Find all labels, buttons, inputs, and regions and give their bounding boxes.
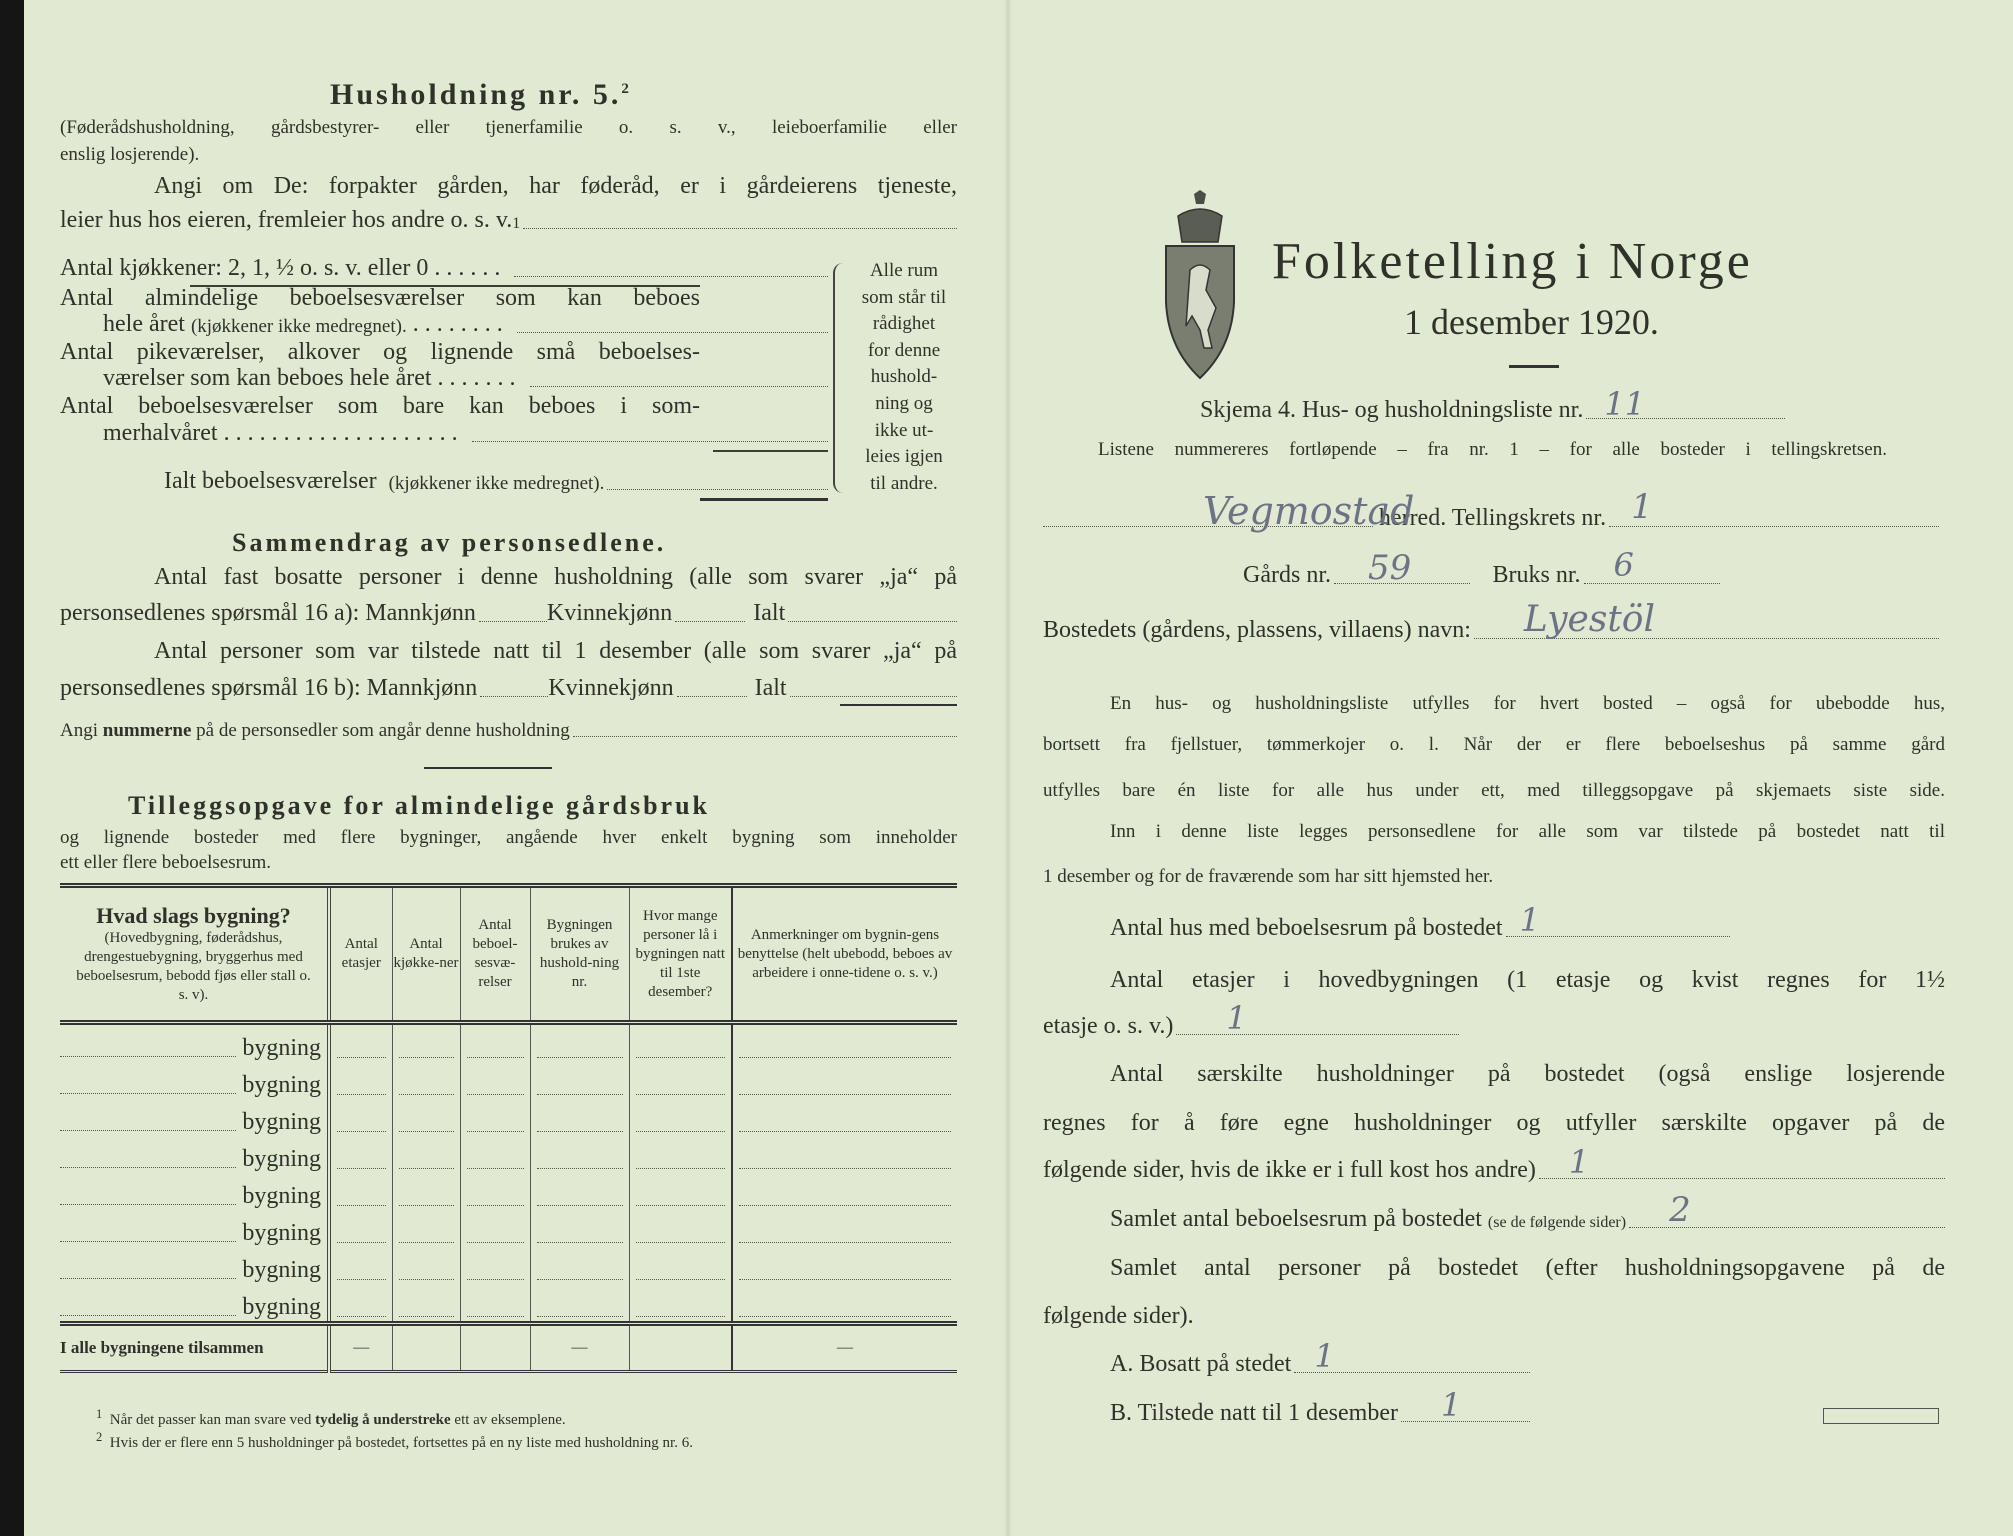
label: Ialt beboelsesværelser [164, 468, 377, 494]
table-cell[interactable] [530, 1099, 629, 1136]
household-intro: (Føderådshusholdning, gårdsbestyrer- eller tjenerfamilie o. s. v., leieboerfamilie eller [60, 117, 957, 138]
b-total-field[interactable] [790, 696, 957, 697]
cell-field[interactable] [337, 1205, 386, 1206]
summary-a-row[interactable] [60, 601, 957, 625]
building-row [60, 1023, 957, 1063]
table-cell[interactable] [329, 1210, 392, 1247]
table-cell[interactable] [392, 1023, 460, 1063]
building-type-cell[interactable] [60, 1210, 329, 1247]
cell-field[interactable] [537, 1168, 623, 1169]
cell-field[interactable] [739, 1316, 951, 1317]
building-label: bygning [242, 1035, 321, 1061]
cell-field[interactable] [537, 1057, 623, 1058]
cell-field[interactable] [337, 1316, 386, 1317]
sum-rule [713, 450, 828, 452]
bosted-value: Lyestöl [1523, 599, 1655, 640]
table-cell[interactable] [530, 1136, 629, 1173]
total-cell[interactable] [392, 1324, 460, 1372]
ordinary-rooms-row[interactable] [103, 312, 828, 336]
bruks-field[interactable] [1584, 546, 1721, 584]
note: (kjøkkener ikke medregnet). [388, 473, 605, 494]
table-cell[interactable] [629, 1136, 732, 1173]
table-cell[interactable] [530, 1210, 629, 1247]
table-cell[interactable] [392, 1062, 460, 1099]
cell-field[interactable] [739, 1094, 951, 1095]
building-row [60, 1136, 957, 1173]
table-cell[interactable] [732, 1173, 957, 1210]
total-cell[interactable] [460, 1324, 530, 1372]
kitchens-row[interactable] [60, 256, 828, 280]
label: personsedlenes spørsmål 16 b): Mannkjønn [60, 675, 478, 701]
table-cell[interactable] [732, 1284, 957, 1324]
gards-row[interactable] [1243, 546, 1720, 588]
total-label: I alle bygningene tilsammen [60, 1324, 329, 1372]
table-cell[interactable] [460, 1136, 530, 1173]
table-cell[interactable] [329, 1023, 392, 1063]
cell-field[interactable] [537, 1094, 623, 1095]
cell-field[interactable] [739, 1168, 951, 1169]
cell-field[interactable] [399, 1279, 454, 1280]
section-rule [424, 767, 552, 769]
label: etasje o. s. v.) [1043, 1013, 1174, 1039]
label: Kvinnekjønn [546, 600, 673, 626]
small-rooms-field[interactable] [530, 386, 828, 387]
form-date: 1 desember 1920. [1404, 302, 1659, 342]
cell-field[interactable] [537, 1279, 623, 1280]
building-label: bygning [242, 1109, 321, 1135]
herred-field[interactable] [1043, 489, 1415, 533]
tellingskrets-field[interactable] [1609, 487, 1939, 527]
houses-row[interactable] [1110, 901, 1730, 941]
instructions-line: Inn i denne liste legges personsedlene for alle som var tilstede på bostedet natt til [1110, 821, 1945, 842]
small-rooms-row[interactable] [103, 366, 828, 390]
building-row [60, 1247, 957, 1284]
bosted-row[interactable] [1043, 599, 1939, 643]
title-rule [1509, 365, 1559, 368]
summer-rooms-field[interactable] [472, 441, 828, 442]
cell-field[interactable] [537, 1316, 623, 1317]
list-number-field[interactable] [1586, 385, 1785, 423]
table-cell[interactable] [732, 1210, 957, 1247]
list-number-value: 11 [1604, 385, 1646, 423]
footnote [96, 1429, 693, 1452]
table-cell[interactable] [460, 1173, 530, 1210]
building-type-cell[interactable] [60, 1136, 329, 1173]
col-kitchens: Antal kjøkke-ner [392, 886, 460, 1023]
side-note-line: Alle rum [869, 260, 939, 281]
table-cell[interactable] [329, 1247, 392, 1284]
cell-field[interactable] [399, 1131, 454, 1132]
footnote-text: ett av eksemplene. [450, 1412, 566, 1428]
table-cell[interactable] [629, 1173, 732, 1210]
total-cell[interactable]: — [530, 1324, 629, 1372]
table-cell[interactable] [392, 1099, 460, 1136]
summary-b-line: Antal personer som var tilstede natt til 1 desember (alle som svarer „ja“ på [154, 638, 957, 664]
kitchens-label: Antal kjøkkener: 2, 1, ½ o. s. v. eller 0 . . . . . . [60, 255, 501, 281]
footnote-ref: 1 [512, 215, 521, 232]
building-type-cell[interactable] [60, 1173, 329, 1210]
herred-row[interactable] [1043, 487, 1939, 533]
building-type-field[interactable] [60, 1167, 236, 1168]
footnote-text: Hvis der er flere enn 5 husholdninger på bostedet, fortsettes på en ny liste med husholdning nr. 6. [109, 1435, 693, 1451]
building-row [60, 1099, 957, 1136]
col-rooms: Antal beboel-sesvæ-relser [460, 886, 530, 1023]
table-cell[interactable] [530, 1062, 629, 1099]
cell-field[interactable] [636, 1057, 726, 1058]
numbering-note: Listene nummereres fortløpende – fra nr. 1 – for alle bosteder i tellingskretsen. [1098, 439, 1887, 460]
label: på de personsedler som angår denne husholdning [196, 720, 570, 741]
herred-value: Vegmostad [1203, 489, 1415, 533]
supplement-heading: Tilleggsopgave for almindelige gårdsbruk [128, 791, 711, 820]
a-male-field[interactable] [479, 621, 547, 622]
cell-field[interactable] [467, 1316, 524, 1317]
angi-line-1: Angi om De: forpakter gården, har føderåd, er i gårdeierens tjeneste, [154, 173, 957, 199]
cell-field[interactable] [399, 1205, 454, 1206]
cell-field[interactable] [337, 1094, 386, 1095]
col-building-type: Hvad slags bygning? (Hovedbygning, føderådshus, drengestuebygning, bryggerhus med beboelsesrum, bebodd fjøs eller stall o. s. v). [60, 886, 329, 1023]
table-cell[interactable] [460, 1062, 530, 1099]
cell-field[interactable] [636, 1279, 726, 1280]
label: Bruks nr. [1492, 562, 1581, 588]
cell-field[interactable] [537, 1242, 623, 1243]
side-note-line: ikke ut- [874, 419, 934, 441]
total-rule [700, 498, 828, 501]
label: følgende sider, hvis de ikke er i full kost hos andre) [1043, 1157, 1536, 1183]
small-rooms-label: Antal pikeværelser, alkover og lignende små beboelses- [60, 339, 700, 365]
table-cell[interactable] [460, 1247, 530, 1284]
building-label: bygning [242, 1294, 321, 1320]
cell-field[interactable] [636, 1168, 726, 1169]
side-note-line: leies igjen [865, 446, 943, 468]
floors-value: 1 [1226, 999, 1247, 1037]
gards-field[interactable] [1334, 548, 1471, 588]
table-cell[interactable] [392, 1136, 460, 1173]
footnote-number: 2 [96, 1430, 103, 1444]
building-row [60, 1284, 957, 1324]
gards-value: 59 [1367, 548, 1412, 588]
cell-field[interactable] [467, 1242, 524, 1243]
summer-rooms-row[interactable] [103, 421, 828, 445]
households-line: regnes for å føre egne husholdninger og utfyller særskilte opgaver på de [1043, 1110, 1945, 1136]
present-row[interactable] [1110, 1386, 1530, 1426]
summary-a-line: Antal fast bosatte personer i denne husholdning (alle som svarer „ja“ på [154, 564, 957, 590]
label: Skjema 4. Hus- og husholdningsliste nr. [1200, 397, 1584, 423]
households-field[interactable] [1539, 1143, 1945, 1181]
table-cell[interactable] [392, 1247, 460, 1284]
building-type-cell[interactable] [60, 1247, 329, 1284]
a-female-field[interactable] [675, 621, 745, 622]
table-cell[interactable] [329, 1062, 392, 1099]
cell-field[interactable] [399, 1316, 454, 1317]
side-note-line: som står til [861, 286, 947, 308]
building-type-field[interactable] [60, 1056, 236, 1057]
b-male-field[interactable] [480, 696, 548, 697]
resident-field[interactable] [1294, 1337, 1530, 1375]
total-rooms-row[interactable] [164, 469, 828, 493]
side-note-line: rådighet [872, 313, 936, 335]
side-note-line: ning og [875, 392, 933, 414]
table-cell[interactable] [460, 1284, 530, 1324]
cell-field[interactable] [467, 1205, 524, 1206]
coat-of-arms-icon [1160, 190, 1240, 380]
supplement-intro-cont: ett eller flere beboelsesrum. [60, 852, 272, 873]
table-cell[interactable] [460, 1099, 530, 1136]
household-heading: Husholdning nr. 5.$^2$ [330, 78, 632, 111]
table-cell[interactable] [329, 1173, 392, 1210]
cell-field[interactable] [636, 1131, 726, 1132]
cell-field[interactable] [337, 1057, 386, 1058]
col-household-nr: Bygningen brukes av hushold-ning nr. [530, 886, 629, 1023]
label: personsedlenes spørsmål 16 a): Mannkjønn [60, 600, 476, 626]
table-cell[interactable] [329, 1099, 392, 1136]
cell-field[interactable] [467, 1131, 524, 1132]
brace [833, 263, 845, 493]
building-label: bygning [242, 1072, 321, 1098]
side-note [848, 258, 960, 497]
table-cell[interactable] [732, 1062, 957, 1099]
footnote [96, 1406, 693, 1429]
ialt-rule [840, 704, 957, 706]
label: Bostedets (gårdens, plassens, villaens) navn: [1043, 617, 1471, 643]
building-type-cell[interactable] [60, 1023, 329, 1063]
table-cell[interactable] [329, 1284, 392, 1324]
building-type-field[interactable] [60, 1093, 236, 1094]
label: A. Bosatt på stedet [1110, 1351, 1292, 1377]
ordinary-rooms-label: Antal almindelige beboelsesværelser som kan beboes [60, 285, 700, 311]
cell-field[interactable] [467, 1057, 524, 1058]
cell-field[interactable] [739, 1057, 951, 1058]
label: Kvinnekjønn [548, 675, 674, 701]
cell-field[interactable] [739, 1205, 951, 1206]
cell-field[interactable] [739, 1131, 951, 1132]
label: værelser som kan beboes hele året . . . . . . . [103, 365, 516, 391]
footnote-number: 1 [96, 1407, 103, 1421]
table-cell[interactable] [629, 1062, 732, 1099]
numbers-row[interactable] [60, 721, 957, 740]
cell-field[interactable] [739, 1242, 951, 1243]
building-row [60, 1062, 957, 1099]
page-fold [1004, 0, 1012, 1536]
total-cell[interactable] [629, 1324, 732, 1372]
bosted-field[interactable] [1474, 599, 1939, 640]
households-line: Antal særskilte husholdninger på bostedet (også enslige losjerende [1110, 1061, 1945, 1087]
building-row [60, 1210, 957, 1247]
table-cell[interactable] [732, 1023, 957, 1063]
cell-field[interactable] [537, 1131, 623, 1132]
instructions-line: 1 desember og for de fraværende som har sitt hjemsted her. [1043, 866, 1494, 887]
resident-row[interactable] [1110, 1337, 1530, 1377]
cell-field[interactable] [467, 1094, 524, 1095]
label: merhalvåret . . . . . . . . . . . . . . . . . . . . [103, 420, 458, 446]
building-label: bygning [242, 1183, 321, 1209]
total-rooms-right-field[interactable] [1629, 1190, 1945, 1230]
col-remarks: Anmerkninger om bygnin-gens benyttelse (helt ubebodd, beboes av arbeidere i onne-tidene o. s. v.) [732, 886, 957, 1023]
bruks-value: 6 [1613, 546, 1634, 584]
table-cell[interactable] [629, 1247, 732, 1284]
angi-label: leier hus hos eieren, fremleier hos andre o. s. v. [60, 207, 513, 233]
building-type-cell[interactable] [60, 1099, 329, 1136]
label: hele året [103, 311, 185, 337]
table-cell[interactable] [732, 1136, 957, 1173]
footnote-text: Når det passer kan man svare ved [109, 1412, 316, 1428]
label: B. Tilstede natt til 1 desember [1110, 1400, 1398, 1426]
building-row [60, 1173, 957, 1210]
a-total-field[interactable] [788, 621, 957, 622]
table-cell[interactable] [392, 1210, 460, 1247]
persons-line: følgende sider). [1043, 1303, 1194, 1329]
table-cell[interactable] [530, 1284, 629, 1324]
footnote-bold: tydelig å understreke [315, 1412, 451, 1428]
tellingskrets-value: 1 [1631, 487, 1653, 527]
total-cell[interactable]: — [732, 1324, 957, 1372]
printer-stamp [1823, 1408, 1939, 1424]
scan-edge [0, 0, 24, 1536]
angi-answer-field[interactable] [523, 228, 957, 229]
total-cell[interactable]: — [329, 1324, 392, 1372]
cell-field[interactable] [467, 1168, 524, 1169]
table-cell[interactable] [392, 1284, 460, 1324]
cell-field[interactable] [337, 1131, 386, 1132]
angi-line-2[interactable] [60, 208, 957, 232]
instructions-line: En hus- og husholdningsliste utfylles for hvert bosted – også for ubebodde hus, [1110, 693, 1945, 714]
present-value: 1 [1441, 1386, 1462, 1424]
table-cell[interactable] [732, 1099, 957, 1136]
cell-field[interactable] [337, 1279, 386, 1280]
building-type-cell[interactable] [60, 1284, 329, 1324]
table-cell[interactable] [329, 1136, 392, 1173]
cell-field[interactable] [399, 1094, 454, 1095]
col-floors: Antal etasjer [329, 886, 392, 1023]
present-field[interactable] [1401, 1386, 1530, 1424]
houses-field[interactable] [1506, 901, 1730, 939]
household-intro-cont: enslig losjerende). [60, 144, 200, 165]
table-cell[interactable] [629, 1023, 732, 1063]
floors-row[interactable] [1043, 999, 1459, 1039]
numbers-field[interactable] [573, 736, 957, 737]
instructions-line: bortsett fra fjellstuer, tømmerkojer o. l. Når der er flere beboelseshus på samme gård [1043, 734, 1945, 755]
kitchens-field[interactable] [514, 276, 828, 277]
side-note-line: for denne [867, 339, 941, 361]
households-row[interactable] [1043, 1143, 1945, 1183]
buildings-table [60, 883, 957, 1373]
households-value: 1 [1568, 1143, 1590, 1181]
label: Samlet antal beboelsesrum på bostedet [1110, 1206, 1482, 1232]
label: Angi [60, 720, 98, 741]
houses-value: 1 [1519, 901, 1540, 939]
form-title: Folketelling i Norge [1272, 233, 1753, 290]
floors-field[interactable] [1176, 999, 1459, 1037]
building-type-cell[interactable] [60, 1062, 329, 1099]
cell-field[interactable] [636, 1242, 726, 1243]
label: herred. Tellingskrets nr. [1378, 505, 1607, 531]
cell-field[interactable] [739, 1279, 951, 1280]
table-cell[interactable] [629, 1099, 732, 1136]
side-note-line: hushold- [870, 366, 938, 388]
label: Gårds nr. [1243, 562, 1331, 588]
note: (se de følgende sider) [1487, 1214, 1627, 1231]
footnotes [96, 1406, 693, 1452]
instructions-line: utfylles bare én liste for alle hus under ett, med tilleggsopgave på skjemaets siste side. [1043, 780, 1945, 801]
table-cell[interactable] [530, 1023, 629, 1063]
persons-line: Samlet antal personer på bostedet (efter husholdningsopgavene på de [1110, 1255, 1945, 1281]
cell-field[interactable] [337, 1242, 386, 1243]
total-row [60, 1324, 957, 1372]
building-type-field[interactable] [60, 1241, 236, 1242]
total-rooms-field[interactable] [607, 489, 828, 490]
cell-field[interactable] [636, 1094, 726, 1095]
cell-field[interactable] [399, 1242, 454, 1243]
cell-field[interactable] [636, 1205, 726, 1206]
cell-field[interactable] [399, 1057, 454, 1058]
total-rooms-row-right[interactable] [1110, 1190, 1945, 1232]
cell-field[interactable] [537, 1205, 623, 1206]
building-type-field[interactable] [60, 1278, 236, 1279]
table-cell[interactable] [629, 1284, 732, 1324]
skjema-row[interactable] [1200, 385, 1785, 423]
summer-rooms-label: Antal beboelsesværelser som bare kan beboes i som- [60, 393, 700, 419]
table-cell[interactable] [460, 1210, 530, 1247]
table-cell[interactable] [530, 1173, 629, 1210]
label: Antal hus med beboelsesrum på bostedet [1110, 915, 1503, 941]
col-persons: Hvor mange personer lå i bygningen natt til 1ste desember? [629, 886, 732, 1023]
building-label: bygning [242, 1220, 321, 1246]
cell-field[interactable] [467, 1279, 524, 1280]
building-label: bygning [242, 1146, 321, 1172]
table-cell[interactable] [460, 1023, 530, 1063]
summary-b-row[interactable] [60, 676, 957, 700]
cell-field[interactable] [399, 1168, 454, 1169]
cell-field[interactable] [337, 1168, 386, 1169]
supplement-intro: og lignende bosteder med flere bygninger, angående hver enkelt bygning som inneholder [60, 827, 957, 848]
floors-line: Antal etasjer i hovedbygningen (1 etasje og kvist regnes for 1½ [1110, 967, 1945, 993]
side-note-line: til andre. [870, 472, 938, 494]
building-label: bygning [242, 1257, 321, 1283]
table-cell[interactable] [629, 1210, 732, 1247]
resident-value: 1 [1314, 1337, 1335, 1375]
building-type-field[interactable] [60, 1130, 236, 1131]
b-female-field[interactable] [677, 696, 747, 697]
table-cell[interactable] [530, 1247, 629, 1284]
table-cell[interactable] [392, 1173, 460, 1210]
summary-heading: Sammendrag av personsedlene. [232, 528, 667, 557]
ordinary-rooms-field[interactable] [517, 332, 828, 333]
note: (kjøkkener ikke medregnet). [190, 316, 407, 337]
building-type-field[interactable] [60, 1315, 236, 1316]
total-rooms-value: 2 [1669, 1190, 1691, 1230]
label-bold: nummerne [102, 720, 192, 741]
label: Ialt [754, 675, 787, 701]
label: Ialt [753, 600, 786, 626]
dots: . . . . . . . . [412, 311, 503, 337]
table-cell[interactable] [732, 1247, 957, 1284]
building-type-field[interactable] [60, 1204, 236, 1205]
cell-field[interactable] [636, 1316, 726, 1317]
